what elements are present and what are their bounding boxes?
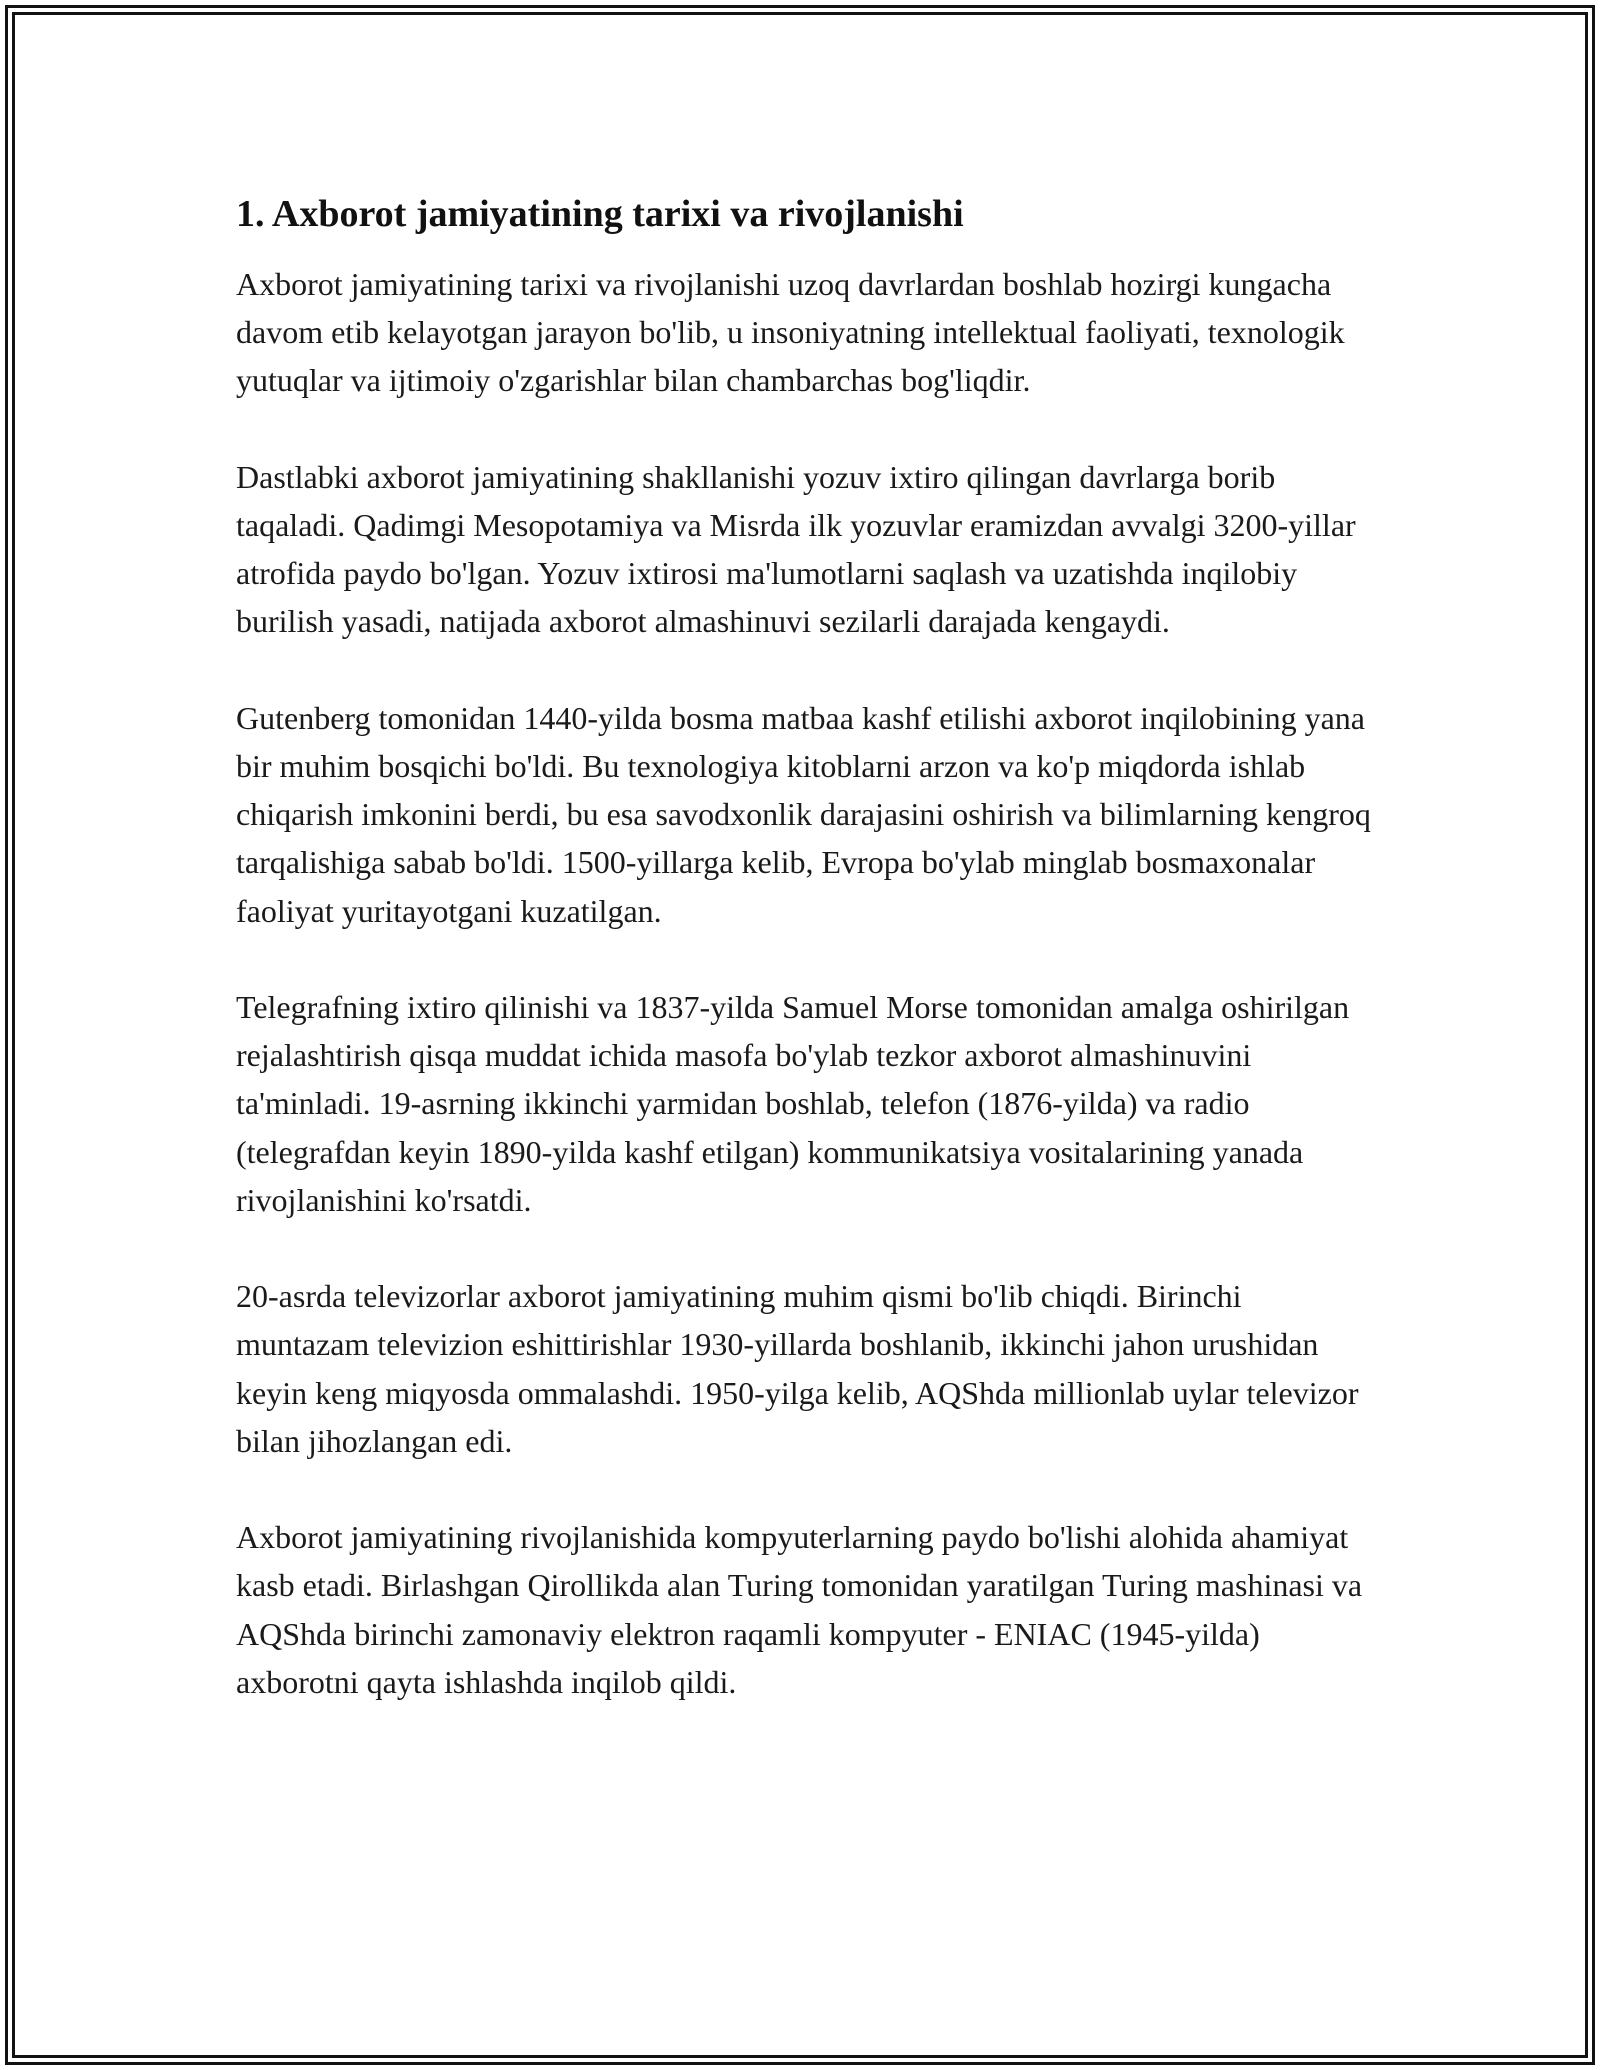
paragraph-1: Axborot jamiyatining tarixi va rivojlanishi uzoq davrlardan boshlab hozirgi kungacha davom etib kelayotgan jarayon bo'lib, u insoniyatning intellektual faoliyati, texnologik yutuqlar va ijtimoiy o'zgarishlar bilan chambarchas bog'liqdir. (236, 266, 1345, 399)
paragraph-3: Gutenberg tomonidan 1440-yilda bosma matbaa kashf etilishi axborot inqilobining yana bir muhim bosqichi bo'ldi. Bu texnologiya kitoblarni arzon va ko'p miqdorda ishlab chiqarish imkonini berdi, bu esa savodxonlik darajasini oshirish va bilimlarning kengroq tarqalishiga sabab bo'ldi. 1500-yillarga kelib, Evropa bo'ylab minglab bosmaxonalar faoliyat yuritayotgani kuzatilgan. (236, 699, 1371, 929)
document-body (236, 188, 1376, 1754)
paragraph-6: Axborot jamiyatining rivojlanishida kompyuterlarning paydo bo'lishi alohida ahamiyat kasb etadi. Birlashgan Qirollikda alan Turing tomonidan yaratilgan Turing mashinasi va AQShda birinchi zamonaviy elektron raqamli kompyuter - ENIAC (1945-yilda) axborotni qayta ishlashda inqilob qildi. (236, 1519, 1363, 1700)
paragraph-4: Telegrafning ixtiro qilinishi va 1837-yilda Samuel Morse tomonidan amalga oshirilgan rejalashtirish qisqa muddat ichida masofa bo'ylab tezkor axborot almashinuvini ta'minladi. 19-asrning ikkinchi yarmidan boshlab, telefon (1876-yilda) va radio (telegrafdan keyin 1890-yilda kashf etilgan) kommunikatsiya vositalarining yanada rivojlanishini ko'rsatdi. (236, 989, 1350, 1218)
page-title: 1. Axborot jamiyatining tarixi va rivojlanishi (236, 193, 964, 235)
paragraph-2: Dastlabki axborot jamiyatining shakllanishi yozuv ixtiro qilingan davrlarga borib taqaladi. Qadimgi Mesopotamiya va Misrda ilk yozuvlar eramizdan avvalgi 3200-yillar atrofida paydo bo'lgan. Yozuv ixtirosi ma'lumotlarni saqlash va uzatishda inqilobiy burilish yasadi, natijada axborot almashinuvi sezilarli darajada kengaydi. (236, 458, 1356, 640)
paragraph-5: 20-asrda televizorlar axborot jamiyatining muhim qismi bo'lib chiqdi. Birinchi muntazam televizion eshittirishlar 1930-yillarda boshlanib, ikkinchi jahon urushidan keyin keng miqyosda ommalashdi. 1950-yilga kelib, AQShda millionlab uylar televizor bilan jihozlangan edi. (236, 1278, 1359, 1459)
